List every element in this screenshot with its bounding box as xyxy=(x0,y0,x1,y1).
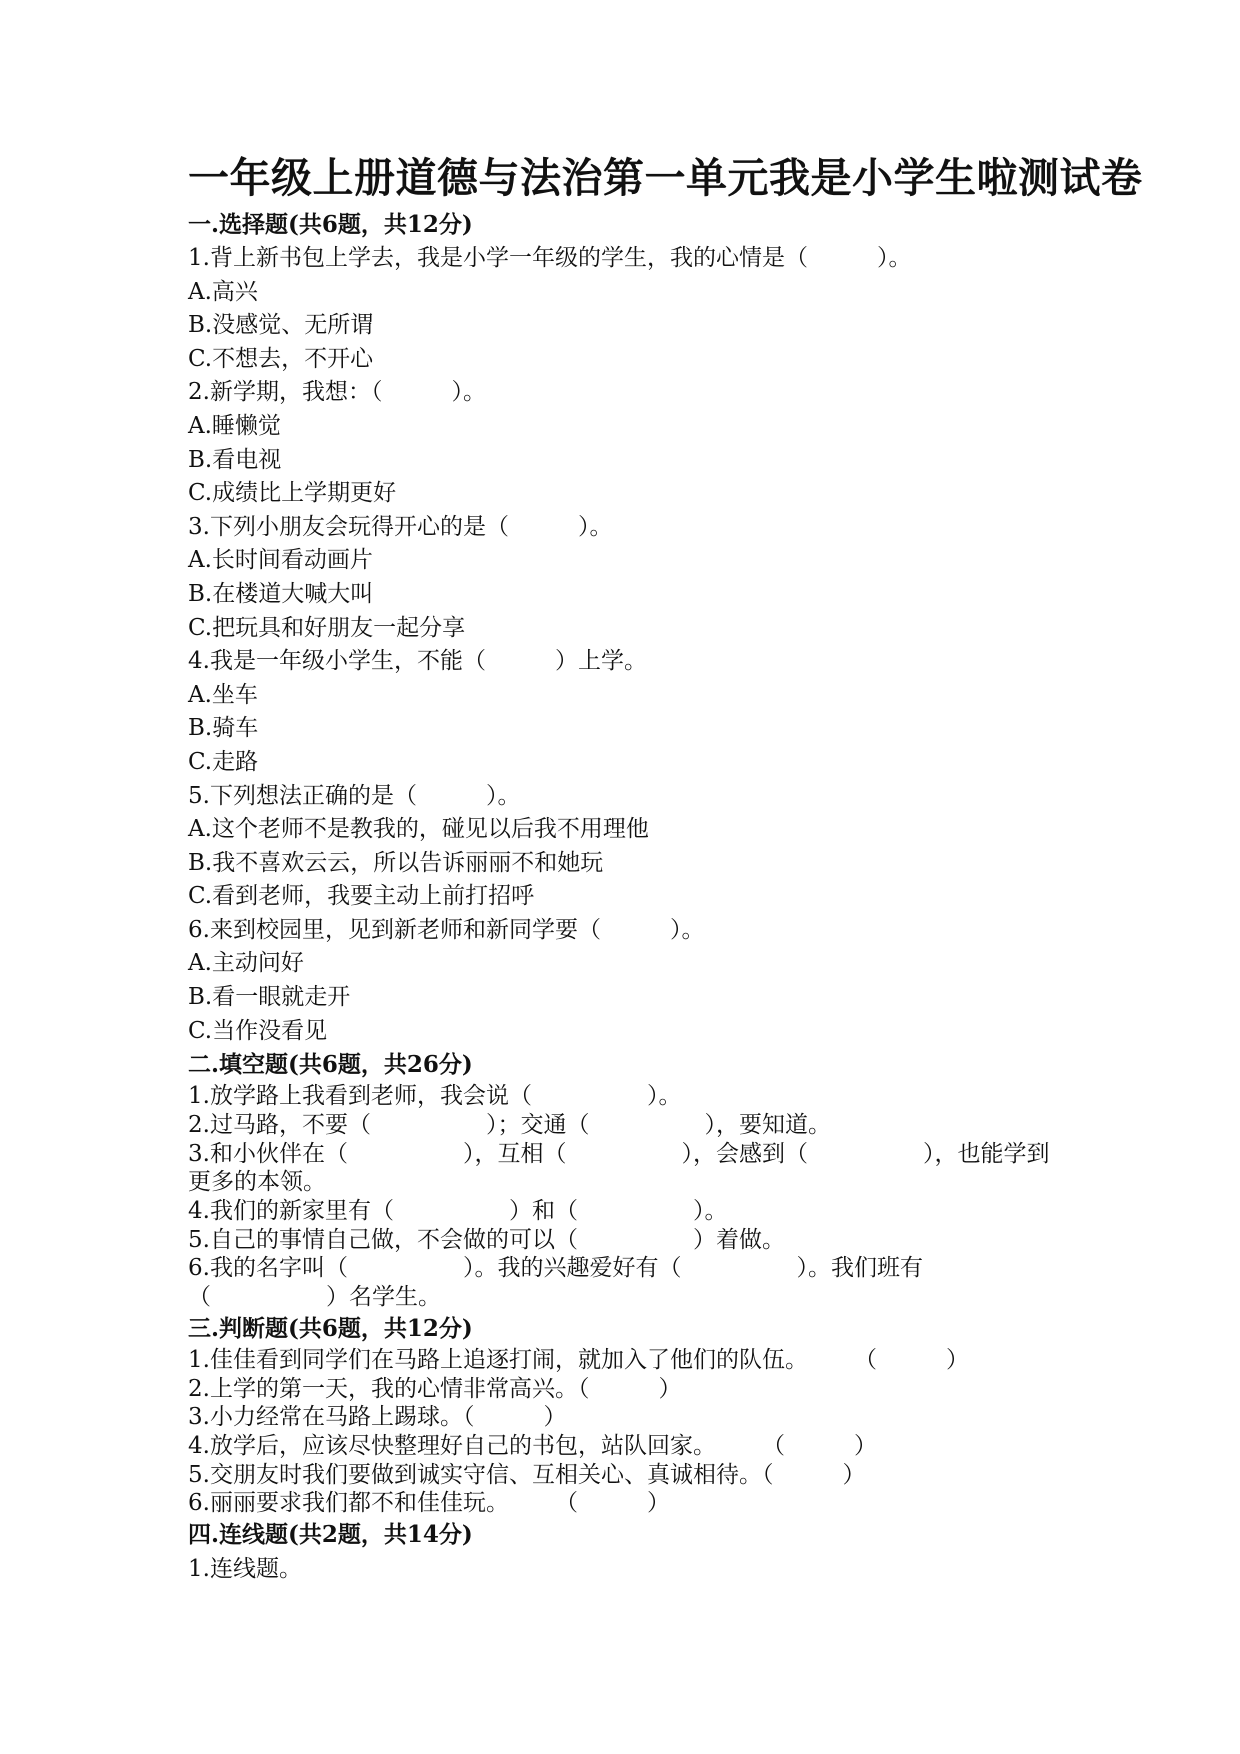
option-line: B.看电视 xyxy=(188,446,282,473)
question-line: 5.交朋友时我们要做到诚实守信、互相关心、真诚相待。（ ） xyxy=(188,1461,866,1488)
section-fill-in-blank xyxy=(188,1048,1058,1312)
option-line: C.成绩比上学期更好 xyxy=(188,480,397,507)
question-line: 5.自己的事情自己做，不会做的可以（ ）着做。 xyxy=(188,1226,785,1253)
option-line: A.睡懒觉 xyxy=(188,412,281,439)
section-true-false xyxy=(188,1312,1058,1518)
option-line: A.长时间看动画片 xyxy=(188,547,373,574)
option-line: B.骑车 xyxy=(188,715,259,742)
question-line: 6.来到校园里，见到新老师和新同学要（ ）。 xyxy=(188,916,705,943)
option-line: C.把玩具和好朋友一起分享 xyxy=(188,614,466,641)
question-line: 2.过马路，不要（ ）；交通（ ），要知道。 xyxy=(188,1111,831,1138)
question-line: 2.新学期，我想：（ ）。 xyxy=(188,379,486,406)
section-heading: 二.填空题(共6题，共26分) xyxy=(188,1051,473,1079)
question-line: 1.放学路上我看到老师，我会说（ ）。 xyxy=(188,1083,682,1110)
option-line: B.在楼道大喊大叫 xyxy=(188,580,374,607)
question-line: 2.上学的第一天，我的心情非常高兴。（ ） xyxy=(188,1375,682,1402)
option-line: C.不想去，不开心 xyxy=(188,345,374,372)
section-multiple-choice xyxy=(188,208,1058,1048)
option-line: C.看到老师，我要主动上前打招呼 xyxy=(188,883,535,910)
section-matching xyxy=(188,1518,1058,1586)
exam-page xyxy=(188,148,1143,1586)
question-line: 6.我的名字叫（ ）。我的兴趣爱好有（ ）。我们班有（ ）名学生。 xyxy=(188,1255,923,1311)
option-line: B.我不喜欢云云，所以告诉丽丽不和她玩 xyxy=(188,849,604,876)
question-line: 5.下列想法正确的是（ ）。 xyxy=(188,782,521,809)
exam-title: 一年级上册道德与法治第一单元我是小学生啦测试卷 xyxy=(188,154,1143,202)
option-line: C.当作没看见 xyxy=(188,1017,328,1044)
question-line: 1.连线题。 xyxy=(188,1556,302,1583)
question-line: 1.背上新书包上学去，我是小学一年级的学生，我的心情是（ ）。 xyxy=(188,245,912,271)
section-heading: 三.判断题(共6题，共12分) xyxy=(188,1314,473,1342)
option-line: B.没感觉、无所谓 xyxy=(188,312,374,339)
question-line: 3.和小伙伴在（ ），互相（ ），会感到（ ），也能学到更多的本领。 xyxy=(188,1140,1050,1196)
option-line: A.主动问好 xyxy=(188,950,304,977)
question-line: 4.我们的新家里有（ ）和（ ）。 xyxy=(188,1198,728,1225)
question-line: 4.放学后，应该尽快整理好自己的书包，站队回家。 （ ） xyxy=(188,1432,877,1459)
option-line: A.这个老师不是教我的，碰见以后我不用理他 xyxy=(188,816,649,843)
option-line: B.看一眼就走开 xyxy=(188,984,351,1011)
option-line: A.坐车 xyxy=(188,681,258,708)
question-line: 6.丽丽要求我们都不和佳佳玩。 （ ） xyxy=(188,1490,670,1517)
question-line: 4.我是一年级小学生，不能（ ）上学。 xyxy=(188,648,647,675)
option-line: A.高兴 xyxy=(188,278,258,305)
question-line: 1.佳佳看到同学们在马路上追逐打闹，就加入了他们的队伍。 （ ） xyxy=(188,1346,969,1373)
section-heading: 四.连线题(共2题，共14分) xyxy=(188,1521,473,1549)
question-line: 3.小力经常在马路上踢球。（ ） xyxy=(188,1404,567,1431)
section-heading: 一.选择题(共6题，共12分) xyxy=(188,211,473,238)
question-line: 3.下列小朋友会玩得开心的是（ ）。 xyxy=(188,513,613,540)
option-line: C.走路 xyxy=(188,748,259,775)
